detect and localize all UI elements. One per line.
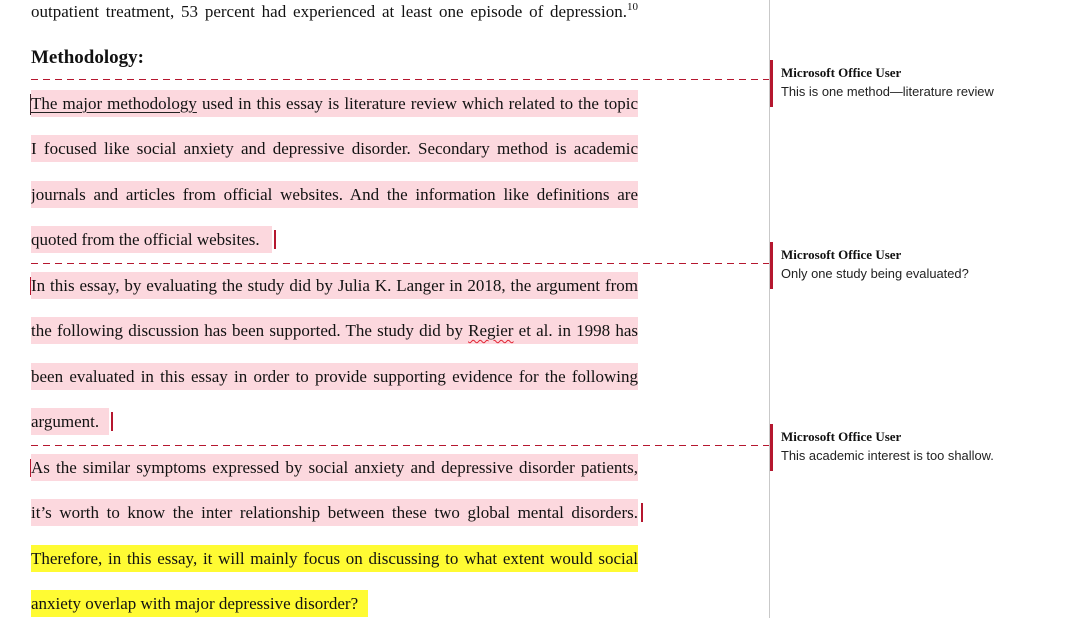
comment-text: This is one method—literature review	[781, 84, 994, 99]
commented-text-run	[31, 90, 638, 117]
line-text: quoted from the official websites.	[31, 226, 272, 253]
comment-author: Microsoft Office User	[781, 429, 902, 444]
intro-text-run	[31, 0, 638, 24]
paragraph-methodology	[31, 90, 638, 254]
comment-text: Only one study being evaluated?	[781, 266, 969, 281]
line-text: used in this essay is literature review which related to the topic	[196, 93, 638, 113]
document-line[interactable]	[31, 454, 638, 481]
comment-connector-line	[31, 263, 769, 264]
document-line[interactable]	[31, 135, 638, 162]
document-line[interactable]	[31, 590, 638, 617]
line-text: I focused like social anxiety and depressive disorder. Secondary method is academic	[31, 135, 638, 162]
footnote-reference[interactable]: 10	[627, 1, 638, 13]
comment-range-start-marker	[30, 94, 31, 115]
document-line[interactable]	[31, 545, 638, 572]
document-line[interactable]	[31, 272, 638, 299]
commented-text-run	[31, 317, 638, 344]
comment-range-end-marker	[641, 503, 643, 522]
comment-balloon[interactable]	[770, 60, 1070, 107]
comment-connector-line	[31, 79, 769, 80]
comment-range-end-marker	[274, 230, 276, 249]
line-text: et al. in 1998 has	[513, 321, 638, 340]
comment-range-end-marker	[111, 412, 113, 431]
comment-balloon[interactable]	[770, 242, 1070, 289]
section-heading: Methodology:	[31, 47, 144, 68]
comment-range-start-marker	[30, 459, 31, 477]
comment-connector-line	[31, 445, 769, 446]
document-line[interactable]	[31, 408, 638, 435]
line-text: the following discussion has been supported. The study did by	[31, 321, 469, 340]
paragraph-focus	[31, 454, 638, 618]
comment-range-start-marker	[30, 277, 31, 295]
document-line[interactable]	[31, 90, 638, 117]
paragraph-evaluation	[31, 272, 638, 436]
highlighted-line-text: Therefore, in this essay, it will mainly focus on discussing to what extent would social	[31, 545, 638, 572]
comment-author: Microsoft Office User	[781, 65, 902, 80]
comment-indicator-bar	[770, 424, 773, 471]
comments-pane	[769, 0, 1080, 618]
line-text: been evaluated in this essay in order to provide supporting evidence for the following	[31, 363, 638, 390]
misspelled-word[interactable]: Regier	[468, 321, 514, 340]
comment-anchor[interactable]: The major methodology	[31, 93, 197, 113]
document-line[interactable]	[31, 226, 638, 253]
line-text: journals and articles from official websites. And the information like definitions are	[31, 181, 638, 208]
document-page[interactable]	[31, 0, 638, 618]
document-line[interactable]	[31, 499, 638, 526]
line-text: As the similar symptoms expressed by social anxiety and depressive disorder patients,	[31, 454, 638, 481]
line-text: argument.	[31, 408, 109, 435]
intro-text: outpatient treatment, 53 percent had experienced at least one episode of depression.	[31, 2, 627, 21]
document-line[interactable]	[31, 181, 638, 208]
comment-indicator-bar	[770, 60, 773, 107]
document-line[interactable]	[31, 363, 638, 390]
comment-author: Microsoft Office User	[781, 247, 902, 262]
intro-line[interactable]	[31, 0, 638, 24]
comment-balloon[interactable]	[770, 424, 1070, 471]
line-text: In this essay, by evaluating the study did by Julia K. Langer in 2018, the argument from	[31, 272, 638, 299]
highlighted-line-text: anxiety overlap with major depressive disorder?	[31, 590, 368, 617]
comment-text: This academic interest is too shallow.	[781, 448, 994, 463]
line-text: it’s worth to know the inter relationship between these two global mental disorders.	[31, 499, 638, 526]
document-line[interactable]	[31, 317, 638, 344]
section-heading-line[interactable]	[31, 44, 638, 71]
comment-indicator-bar	[770, 242, 773, 289]
